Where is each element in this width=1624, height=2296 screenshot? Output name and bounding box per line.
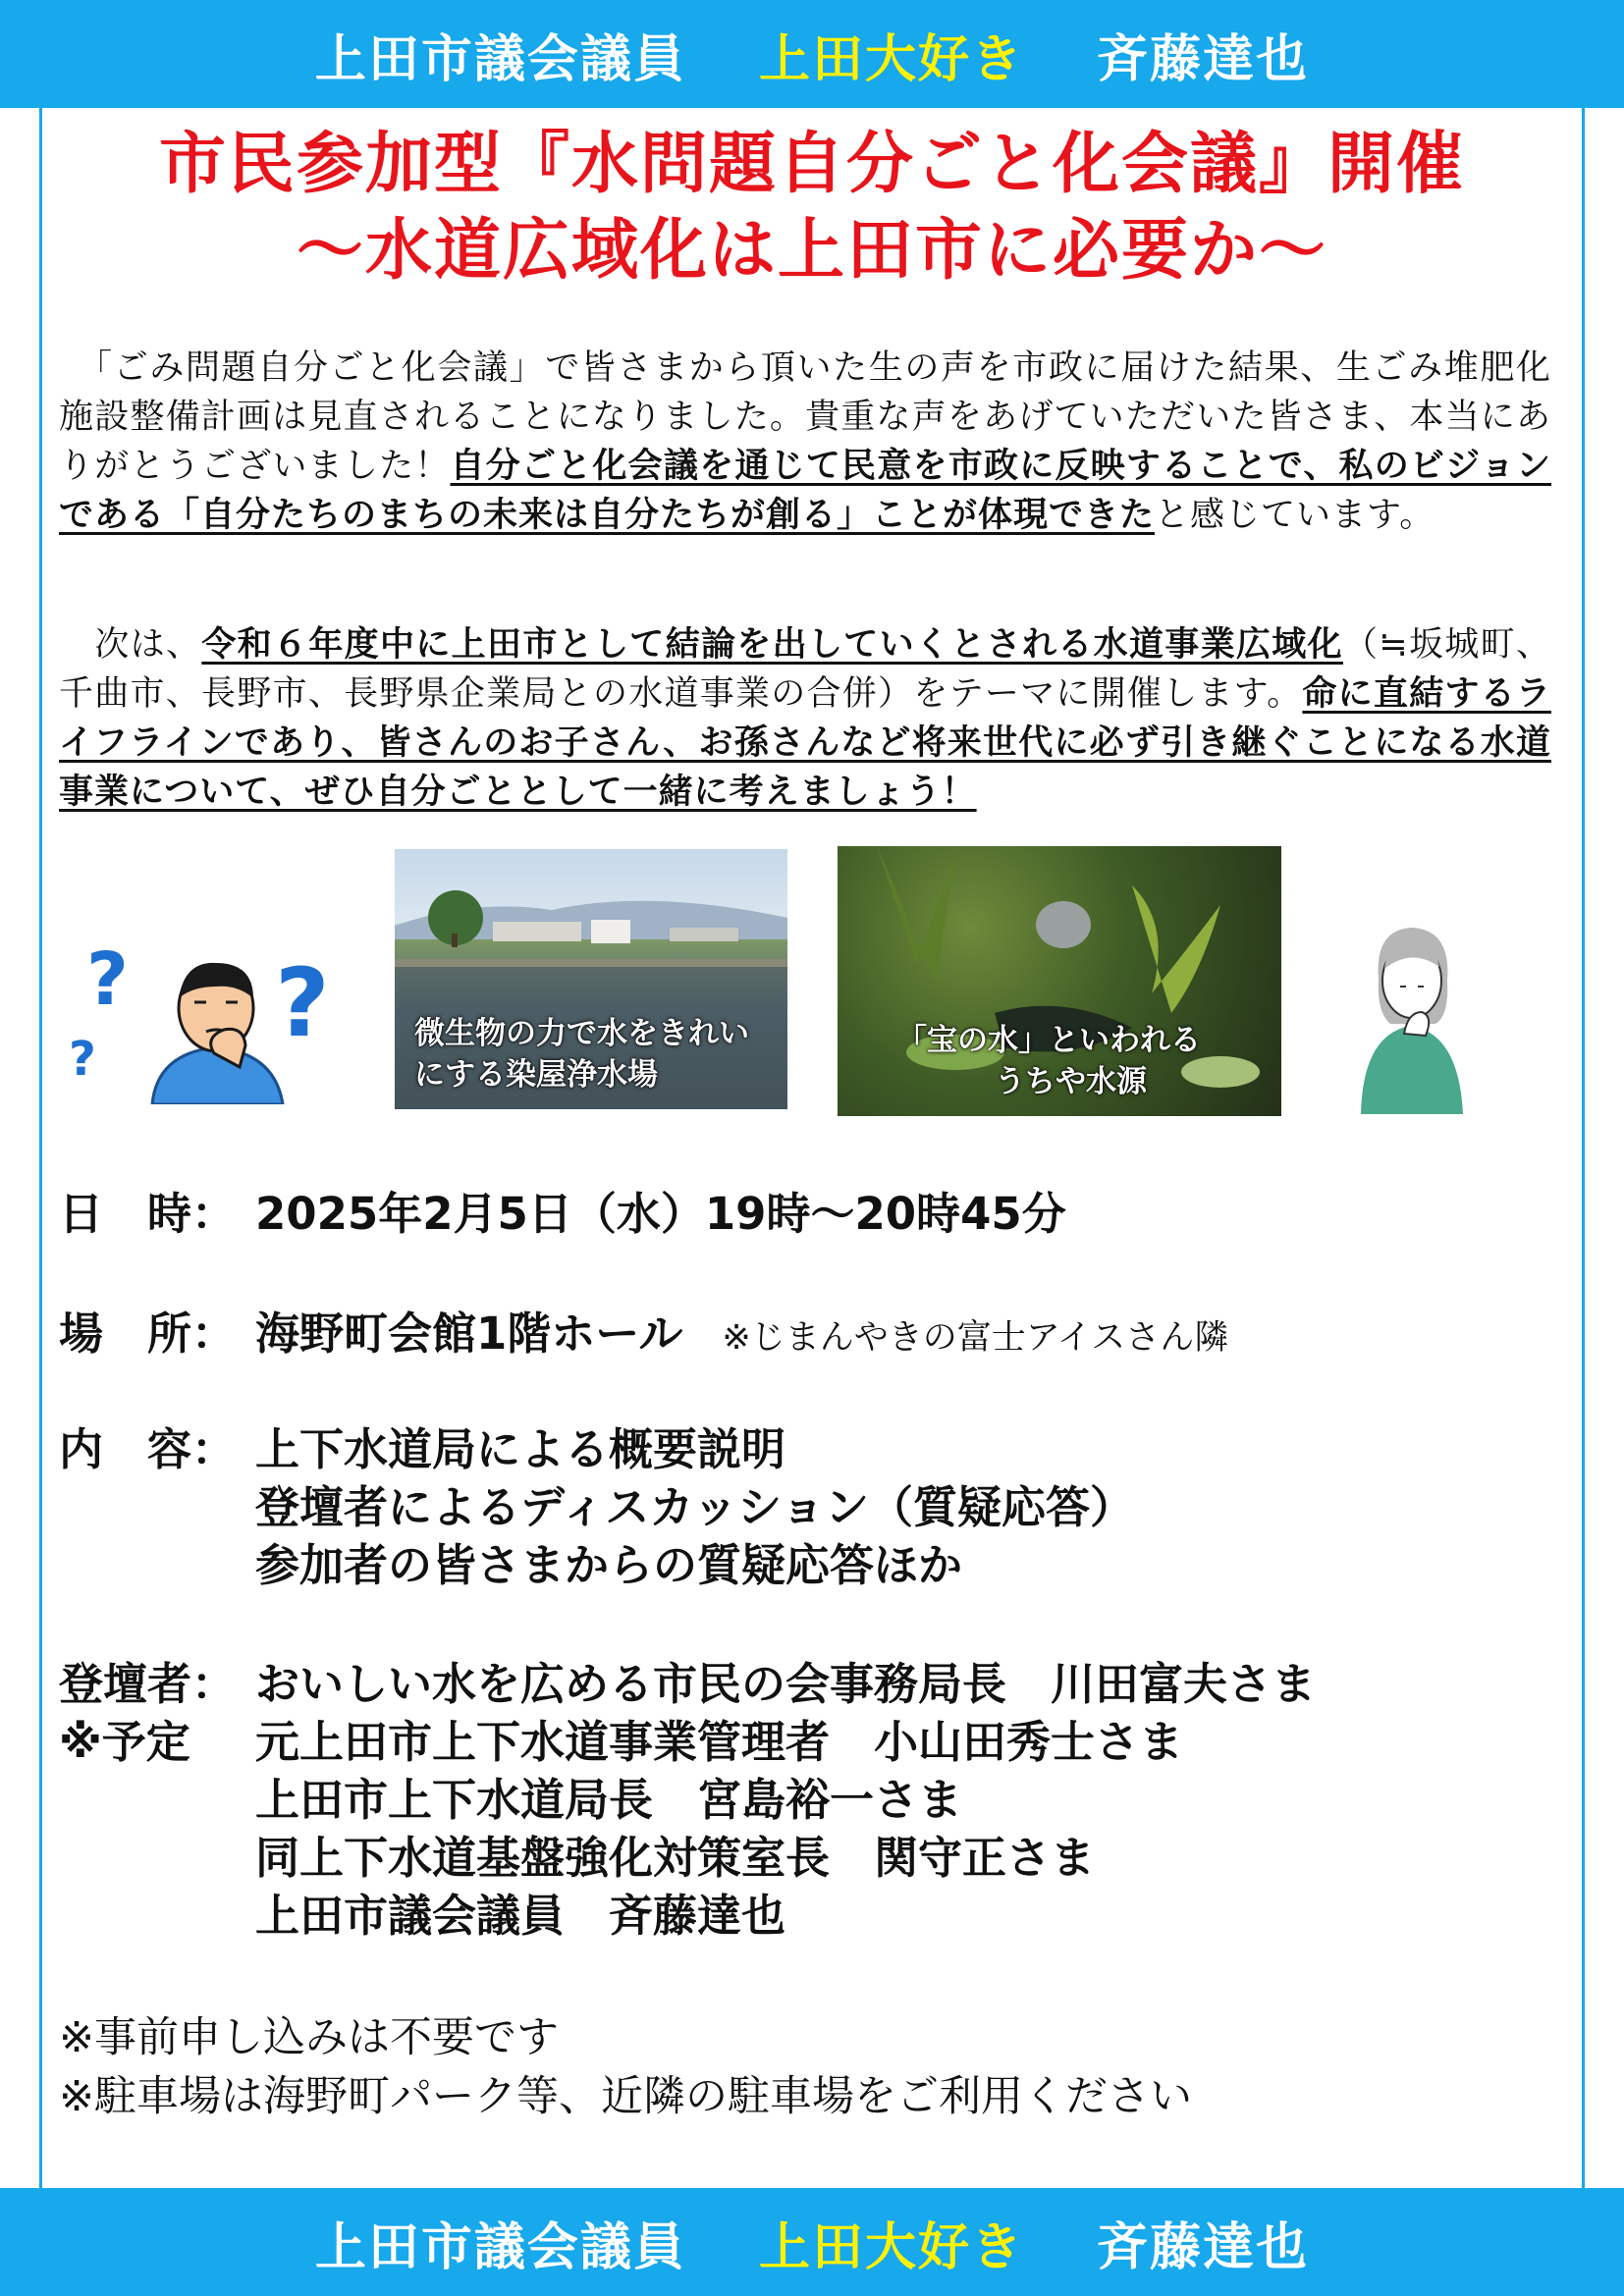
footer-band xyxy=(0,2188,1624,2296)
date-value: 2025年2月5日（水）19時〜20時45分 xyxy=(255,1188,1066,1240)
footer-left: 上田市議会議員 xyxy=(314,2217,686,2277)
intro-paragraph-2 xyxy=(59,620,1551,817)
svg-text:?: ? xyxy=(69,1032,96,1087)
date-row xyxy=(59,1186,1066,1243)
spring-caption xyxy=(896,1020,1201,1102)
caption-line: にする染屋浄水場 xyxy=(414,1057,658,1093)
water-plant-photo xyxy=(395,849,787,1109)
speaker-item: 上田市上下水道局長 宮島裕一さま xyxy=(255,1774,963,1826)
speaker-item: 上田市議会議員 斉藤達也 xyxy=(255,1890,786,1942)
intro-emphasis: 自分ごと化会議を通じて民意を市政に反映することで、私のビジョンである「自分たちのまちの未来は自分たちが創る」ことが体現できた xyxy=(59,447,1551,535)
header-right: 斉藤達也 xyxy=(1097,29,1310,89)
content-item: 参加者の皆さまからの質疑応答ほか xyxy=(255,1539,963,1591)
place-row xyxy=(59,1306,1228,1366)
intro-text: 「ごみ問題自分ごと化会議」で皆さまから頂いた生の声を市政に届けた結果、生ごみ堆肥化施設整備計画は見直されることになりました。貴重な声をあげていただいた皆さま、本当にありがとうございました！ xyxy=(59,348,1551,486)
content-label: 内 容： xyxy=(59,1423,237,1475)
intro2-text-mid: （≒坂城町、千曲市、長野市、長野県企業局との水道事業の合併）をテーマに開催します。 xyxy=(59,625,1551,714)
intro2-emphasis: 令和６年度中に上田市として結論を出していくとされる水道事業広域化 xyxy=(201,625,1343,665)
intro2-text: 次は、 xyxy=(59,625,202,665)
water-plant-caption xyxy=(414,1013,749,1095)
intro-text-end: と感じています。 xyxy=(1155,496,1435,535)
caption-line: 微生物の力で水をきれい xyxy=(414,1016,749,1051)
header-middle: 上田大好き xyxy=(758,29,1024,89)
svg-text:?: ? xyxy=(86,937,129,1022)
content-row xyxy=(59,1421,785,1478)
note-item: ※事前申し込みは不要です xyxy=(59,2013,560,2062)
thinking-woman-illustration xyxy=(1355,918,1468,1114)
footer-right: 斉藤達也 xyxy=(1097,2217,1310,2277)
intro-paragraph-1 xyxy=(59,344,1551,540)
date-label: 日 時： xyxy=(59,1188,237,1240)
thinking-man-illustration xyxy=(69,937,353,1104)
caption-line: 「宝の水」といわれる xyxy=(896,1023,1201,1058)
note-item: ※駐車場は海野町パーク等、近隣の駐車場をご利用ください xyxy=(59,2072,1193,2121)
speakers-row xyxy=(59,1656,1316,1713)
speaker-item: 元上田市上下水道事業管理者 小山田秀士さま xyxy=(255,1716,1184,1768)
place-label: 場 所： xyxy=(59,1308,237,1360)
title-line-1: 市民参加型『水問題自分ごと化会議』開催 xyxy=(158,126,1465,203)
place-value: 海野町会館1階ホール xyxy=(255,1308,683,1360)
speaker-item: 同上下水道基盤強化対策室長 関守正さま xyxy=(255,1832,1096,1884)
footer-middle: 上田大好き xyxy=(758,2217,1024,2277)
place-note: ※じまんやきの富士アイスさん隣 xyxy=(722,1318,1229,1358)
content-item: 上下水道局による概要説明 xyxy=(255,1423,786,1475)
svg-text:?: ? xyxy=(275,948,330,1058)
spring-photo xyxy=(838,846,1281,1116)
intro2-emphasis-end: 命に直結するライフラインであり、皆さんのお子さん、お孫さんなど将来世代に必ず引き継ぐことになる水道事業について、ぜひ自分ごととして一緒に考えましょう！ xyxy=(59,674,1551,812)
content-item: 登壇者によるディスカッション（質疑応答） xyxy=(255,1481,1135,1533)
caption-line: うちや水源 xyxy=(995,1064,1147,1099)
header-left: 上田市議会議員 xyxy=(314,29,686,89)
speakers-label: 登壇者： xyxy=(59,1658,237,1710)
title-line-2: 〜水道広域化は上田市に必要か〜 xyxy=(296,212,1327,290)
speakers-sub-label: ※予定 xyxy=(59,1716,190,1768)
header-band xyxy=(0,0,1624,108)
speaker-item: おいしい水を広める市民の会事務局長 川田富夫さま xyxy=(255,1658,1317,1710)
